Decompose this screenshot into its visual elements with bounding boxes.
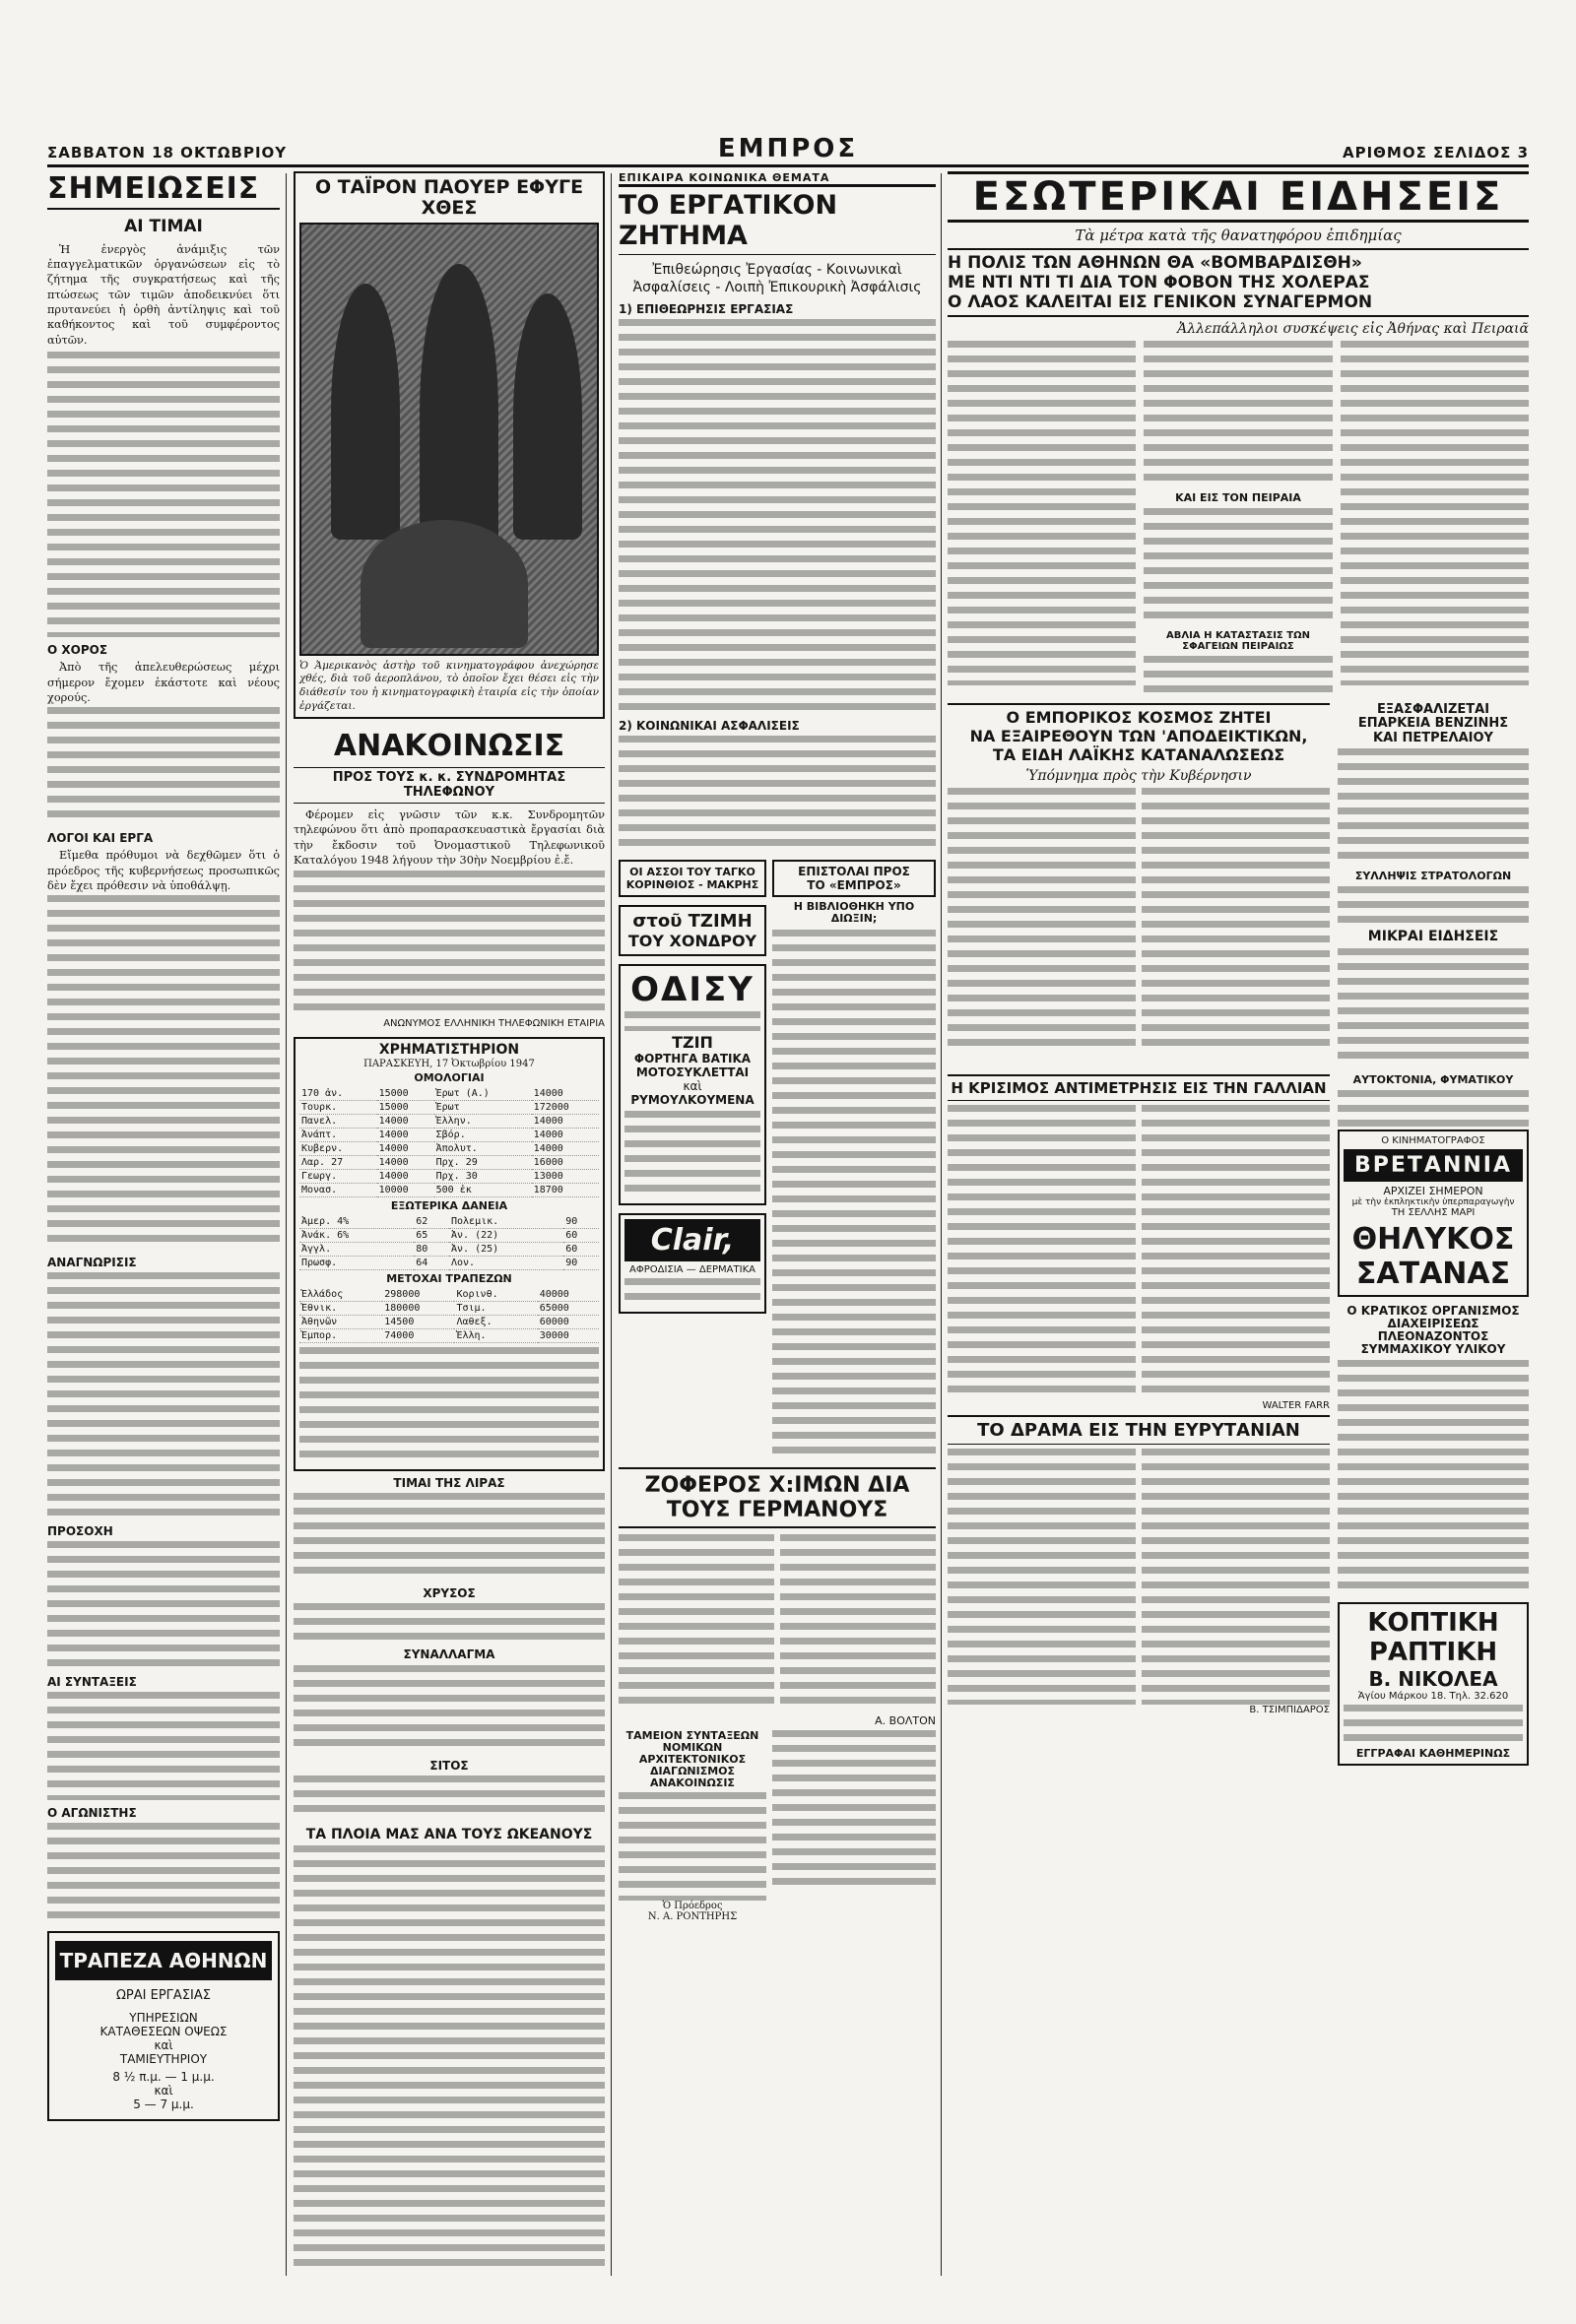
text-block xyxy=(47,1823,280,1921)
text-block xyxy=(624,1111,760,1199)
table-cell: Ἐλλην. xyxy=(434,1114,532,1128)
note-body: Ἡ ἐνεργὸς ἀνάμιξις τῶν ἐπαγγελματικῶν ὀργανώσεων εἰς τὸ ζήτημα τῆς συγκρατήσεως καὶ τῆς πτώσεως τῶν τιμῶν ἀποδεικνύει ὅτι πρυτανεύει ἡ ὀρθὴ ἀντίληψις καὶ τοῦ καθήκοντος καὶ τοῦ συμφέροντος αὐτῶν. xyxy=(47,242,280,347)
ad-line: 8 ½ π.μ. — 1 μ.μ. xyxy=(112,2070,215,2085)
table-cell: 74000 xyxy=(382,1329,454,1343)
text-block xyxy=(294,1665,605,1754)
table-cell: Ἐθνικ. xyxy=(299,1302,382,1316)
labour-deck: Ἐπιθεώρησις Ἐργασίας - Κοινωνικαὶ Ἀσφαλίσεις - Λοιπὴ Ἐπικουρικὴ Ἀσφάλισις xyxy=(632,262,922,296)
exchange-date: ΠΑΡΑΣΚΕΥΗ, 17 Ὀκτωβρίου 1947 xyxy=(363,1058,535,1069)
trade-and-fuel xyxy=(948,703,1529,1066)
text-block xyxy=(294,871,605,1018)
column-center-left xyxy=(294,171,605,2279)
exchange-title: ΧΡΗΜΑΤΙΣΤΗΡΙΟΝ xyxy=(378,1042,520,1059)
table-cell: Λον. xyxy=(449,1256,563,1269)
table-cell: Ἀγγλ. xyxy=(299,1242,414,1256)
cinema-name: ΒΡΕΤΑΝΝΙΑ xyxy=(1344,1149,1523,1182)
table-row xyxy=(299,1316,599,1329)
table-cell: Ἀνάπτ. xyxy=(299,1128,377,1141)
table-cell: 14000 xyxy=(532,1114,599,1128)
note-heading: ΑΝΑΓΝΩΡΙΣΙΣ xyxy=(47,1256,137,1270)
labour-headline: ΤΟ ΕΡΓΑΤΙΚΟΝ ΖΗΤΗΜΑ xyxy=(619,184,936,255)
text-block xyxy=(619,1534,774,1711)
ad-title: Β. ΝΙΚΟΛΕΑ xyxy=(1368,1667,1498,1692)
article-subheading: 1) ΕΠΙΘΕΩΡΗΣΙΣ ΕΡΓΑΣΙΑΣ xyxy=(619,302,794,317)
table-row xyxy=(299,1242,599,1256)
ad-line: Ο ΚΙΝΗΜΑΤΟΓΡΑΦΟΣ xyxy=(1381,1134,1485,1146)
ad-line: ΤΑΜΙΕΥΤΗΡΙΟΥ xyxy=(119,2052,208,2067)
table-cell: Πρχ. 29 xyxy=(434,1155,532,1169)
crisis-signature: WALTER FARR xyxy=(1262,1400,1330,1412)
article-subheading: ΑΒΛΙΑ Η ΚΑΤΑΣΤΑΣΙΣ ΤΩΝ ΣΦΑΓΕΙΩΝ ΠΕΙΡΑΙΩΣ xyxy=(1166,630,1310,653)
table-cell: 64 xyxy=(414,1256,449,1269)
column-center-right xyxy=(619,171,936,2279)
announcement-body: Φέρομεν εἰς γνῶσιν τῶν κ.κ. Συνδρομητῶν τηλεφώνου ὅτι ἀπὸ προπαρασκευαστικὰ ἔργασίαι διὰ τὴν ἔκδοσιν τοῦ Ὀνομαστικοῦ Τηλεφωνικοῦ Καταλόγου 1948 λήγουν τὴν 30ὴν Νοεμβρίου ἐ.ἔ. xyxy=(294,807,605,868)
article-signature: Α. ΒΟΛΤΟΝ xyxy=(875,1713,936,1727)
text-block xyxy=(1142,788,1330,1054)
table-cell: Πανελ. xyxy=(299,1114,377,1128)
table-row xyxy=(299,1329,599,1343)
text-block xyxy=(772,1730,936,1888)
notice-signature: Ν. Α. ΡΟΝΤΗΡΗΣ xyxy=(647,1911,738,1923)
exchange-section: ΜΕΤΟΧΑΙ ΤΡΑΠΕΖΩΝ xyxy=(386,1271,512,1285)
ad-line: 5 — 7 μ.μ. xyxy=(133,2098,194,2112)
table-cell: 15000 xyxy=(377,1087,434,1101)
table-cell: 18700 xyxy=(532,1183,599,1196)
trade-body xyxy=(948,788,1330,1054)
text-block xyxy=(948,341,1136,685)
table-cell: 15000 xyxy=(377,1100,434,1114)
trade-headline: ΝΑ ΕΞΑΙΡΕΘΟΥΝ ΤΩΝ 'ΑΠΟΔΕΙΚΤΙΚΩΝ, xyxy=(969,727,1308,746)
trade-article xyxy=(948,703,1330,1066)
notice-heading: ΤΑΜΕΙΟΝ ΣΥΝΤΑΞΕΩΝ ΝΟΜΙΚΩΝ xyxy=(625,1728,759,1754)
photo-figure xyxy=(513,293,582,540)
text-block xyxy=(948,1449,1136,1705)
cholera-article xyxy=(948,341,1529,695)
lower-section xyxy=(619,1730,936,1922)
film-title: ΣΑΤΑΝΑΣ xyxy=(1355,1256,1511,1291)
table-cell: Ἐλλη. xyxy=(454,1329,537,1343)
ad-line: ΑΡΧΙΖΕΙ ΣΗΜΕΡΟΝ xyxy=(1383,1184,1483,1197)
column-notes xyxy=(47,171,280,2279)
fuel-article xyxy=(1338,703,1529,1066)
table-row xyxy=(299,1256,599,1269)
ad-line: ΡΥΜΟΥΛΚΟΥΜΕΝΑ xyxy=(630,1093,755,1108)
drama-body xyxy=(948,1449,1330,1705)
text-block xyxy=(1144,508,1332,626)
table-cell: 60 xyxy=(563,1228,599,1242)
table-cell: Ἐμπορ. xyxy=(299,1329,382,1343)
table-cell: Ἀμερ. 4% xyxy=(299,1215,414,1229)
table-cell: 14000 xyxy=(377,1128,434,1141)
table-cell: Πρχ. 30 xyxy=(434,1169,532,1183)
table-cell: 65000 xyxy=(538,1302,599,1316)
table-cell: 172000 xyxy=(532,1100,599,1114)
suicide-heading: ΑΥΤΟΚΤΟΝΙΑ, ΦΥΜΑΤΙΚΟΥ xyxy=(1352,1073,1514,1087)
text-block xyxy=(294,1493,605,1582)
column-rule xyxy=(941,173,942,2276)
article-subheading: 2) ΚΟΙΝΩΝΙΚΑΙ ΑΣΦΑΛΙΣΕΙΣ xyxy=(619,719,800,734)
text-block xyxy=(1338,1360,1529,1596)
ad-line: ΜΟΤΟΣΥΚΛΕΤΤΑΙ xyxy=(635,1065,750,1080)
bank-advertisement xyxy=(47,1931,280,2121)
ad-line: ΩΡΑΙ ΕΡΓΑΣΙΑΣ xyxy=(116,1988,211,2004)
text-block xyxy=(47,1541,280,1669)
ad-line: ΦΟΡΤΗΓΑ ΒΑΤΙΚΑ xyxy=(633,1052,752,1066)
germans-article xyxy=(619,1534,936,1711)
stock-exchange xyxy=(294,1037,605,1471)
ad-line: ΟΙ ΑΣΣΟΙ ΤΟΥ ΤΑΓΚΟ xyxy=(629,866,755,879)
ads-stack xyxy=(619,860,766,1460)
clinic-advertisement xyxy=(619,1213,766,1314)
ad-line: ΤΟΥ ΧΟΝΔΡΟΥ xyxy=(627,932,757,951)
photo-figure xyxy=(331,284,400,540)
table-cell: Κυβερν. xyxy=(299,1141,377,1155)
text-block xyxy=(624,1011,760,1031)
ad-title: ΚΟΠΤΙΚΗ xyxy=(1367,1608,1499,1639)
table-cell: Ἑρωτ (Α.) xyxy=(434,1087,532,1101)
ad-line: στοῦ ΤΖΙΜΗ xyxy=(632,911,753,933)
text-block xyxy=(619,1792,766,1901)
table-row xyxy=(299,1128,599,1141)
text-block xyxy=(1142,1105,1330,1400)
photo-caption: Ὁ Ἀμερικανὸς ἀστὴρ τοῦ κινηματογράφου ἀνεχώρησε χθές, διὰ τοῦ ἀεροπλάνου, τὸ ὁποῖον ἔχει θέσει εἰς τὴν διάθεσίν του ἡ κινηματογραφικὴ ἑταιρία εἰς τὴν ὁποίαν ἐργάζεται. xyxy=(299,659,599,712)
exchange-section: ΧΡΥΣΟΣ xyxy=(423,1586,476,1601)
text-block xyxy=(294,1603,605,1643)
masthead xyxy=(47,134,1529,167)
text-block xyxy=(299,1347,599,1465)
domestic-section-title: ΕΣΩΤΕΡΙΚΑΙ ΕΙΔΗΣΕΙΣ xyxy=(948,171,1529,223)
table-cell: 90 xyxy=(563,1256,599,1269)
ad-line: καὶ xyxy=(683,1079,702,1094)
note-heading: ΛΟΓΟΙ ΚΑΙ ΕΡΓΑ xyxy=(47,831,154,846)
letters-title: ΕΠΙΣΤΟΛΑΙ ΠΡΟΣ xyxy=(798,865,910,879)
ad-line: καὶ xyxy=(154,2038,173,2053)
table-cell: 14000 xyxy=(377,1114,434,1128)
table-cell: 13000 xyxy=(532,1169,599,1183)
column-domestic-news xyxy=(948,171,1529,2279)
ad-line: ΥΠΗΡΕΣΙΩΝ xyxy=(129,2011,198,2026)
ad-line: ΕΓΓΡΑΦΑΙ ΚΑΘΗΜΕΡΙΝΩΣ xyxy=(1355,1747,1511,1761)
trade-deck: Ὑπόμνημα πρὸς τὴν Κυβέρνησιν xyxy=(1025,768,1252,785)
text-block xyxy=(1338,748,1529,867)
table-cell: 60000 xyxy=(538,1316,599,1329)
issue-date: ΣΑΒΒΑΤΟΝ 18 ΟΚΤΩΒΡΙΟΥ xyxy=(47,144,288,161)
notaries-notice xyxy=(619,1730,766,1922)
table-row xyxy=(299,1288,599,1302)
note-body: Ἀπὸ τῆς ἀπελευθερώσεως μέχρι σήμερον ἔχομεν ἑκάστοτε καὶ νέους χορούς. xyxy=(47,661,280,704)
cholera-deck: Ἀλλεπάλληλοι συσκέψεις εἰς Ἀθήνας καὶ Πειραιᾶ xyxy=(1177,321,1529,337)
table-cell: 60 xyxy=(563,1242,599,1256)
note-heading: ΠΡΟΣΟΧΗ xyxy=(47,1524,113,1539)
note-heading: ΑΙ ΣΥΝΤΑΞΕΙΣ xyxy=(47,1675,137,1690)
exchange-section: ΕΞΩΤΕΡΙΚΑ ΔΑΝΕΙΑ xyxy=(390,1198,508,1212)
table-cell: 180000 xyxy=(382,1302,454,1316)
table-cell: Ἀν. (22) xyxy=(449,1228,563,1242)
table-cell: 30000 xyxy=(538,1329,599,1343)
bank-shares-table xyxy=(299,1288,599,1343)
table-cell: Γεωργ. xyxy=(299,1169,377,1183)
text-block xyxy=(772,930,936,1461)
table-cell: Ἀν. (25) xyxy=(449,1242,563,1256)
photo-figure xyxy=(361,520,528,648)
article-subheading: ΚΑΙ ΕΙΣ ΤΟΝ ΠΕΙΡΑΙΑ xyxy=(1175,491,1301,504)
table-cell: 40000 xyxy=(538,1288,599,1302)
letter-heading: Η ΒΙΒΛΙΟΘΗΚΗ ΥΠΟ ΔΙΩΞΙΝ; xyxy=(793,900,915,926)
table-row xyxy=(299,1183,599,1196)
lower-side xyxy=(1338,1074,1529,1774)
text-block xyxy=(619,319,936,713)
ads-and-letters xyxy=(619,860,936,1460)
table-cell: Πρωσφ. xyxy=(299,1256,414,1269)
text-block xyxy=(294,1845,605,2269)
text-block xyxy=(1338,1090,1529,1130)
notice-heading: ΑΝΑΚΟΙΝΩΣΙΣ xyxy=(650,1775,735,1789)
paper-name: ΕΜΠΡΟΣ xyxy=(717,134,859,163)
table-cell: 14000 xyxy=(532,1141,599,1155)
table-cell: 90 xyxy=(563,1215,599,1229)
fuel-headline: ΕΠΑΡΚΕΙΑ ΒΕΝΖΙΝΗΣ xyxy=(1357,716,1509,732)
table-row xyxy=(299,1141,599,1155)
press-photo xyxy=(299,223,599,656)
table-row xyxy=(299,1215,599,1229)
drama-signature: Β. ΤΣΙΜΠΙΔΑΡΟΣ xyxy=(1249,1705,1330,1716)
exchange-section: ΟΜΟΛΟΓΙΑΙ xyxy=(414,1070,485,1084)
table-row xyxy=(299,1155,599,1169)
announcement-title: ΑΝΑΚΟΙΝΩΣΙΣ xyxy=(333,729,565,764)
text-block xyxy=(619,736,936,854)
table-cell: Ἀνάκ. 6% xyxy=(299,1228,414,1242)
tailor-advertisement xyxy=(1338,1602,1529,1766)
ad-logo: Clair, xyxy=(624,1219,760,1261)
drama-headline: ΤΟ ΔΡΑΜΑ ΕΙΣ ΤΗΝ ΕΥΡΥΤΑΝΙΑΝ xyxy=(948,1415,1330,1445)
exchange-section: ΤΙΜΑΙ ΤΗΣ ΛΙΡΑΣ xyxy=(393,1476,505,1491)
page-number: ΑΡΙΘΜΟΣ ΣΕΛΙΔΟΣ 3 xyxy=(1342,144,1529,161)
text-block xyxy=(948,788,1136,1054)
surplus-heading: Ο ΚΡΑΤΙΚΟΣ ΟΡΓΑΝΙΣΜΟΣ ΔΙΑΧΕΙΡΙΣΕΩΣ ΠΛΕΟΝΑΖΟΝΤΟΣ ΣΥΜΜΑΧΙΚΟΥ ΥΛΙΚΟΥ xyxy=(1346,1303,1520,1357)
section-title: ΣΗΜΕΙΩΣΕΙΣ xyxy=(47,171,280,210)
bond-table xyxy=(299,1087,599,1197)
announcement-subtitle: ΠΡΟΣ ΤΟΥΣ κ. κ. ΣΥΝΔΡΟΜΗΤΑΣ ΤΗΛΕΦΩΝΟΥ xyxy=(294,767,605,804)
table-row xyxy=(299,1228,599,1242)
text-block xyxy=(47,707,280,825)
text-block xyxy=(47,1692,280,1800)
table-cell: 16000 xyxy=(532,1155,599,1169)
arrest-heading: ΣΥΛΛΗΨΙΣ ΣΤΡΑΤΟΛΟΓΩΝ xyxy=(1354,869,1512,882)
letters-header xyxy=(772,860,936,897)
photo-story xyxy=(294,171,605,719)
table-cell: Σβόρ. xyxy=(434,1128,532,1141)
table-cell: 14000 xyxy=(377,1141,434,1155)
letters-section xyxy=(772,860,936,1460)
table-cell: 14000 xyxy=(377,1169,434,1183)
cholera-headline: Η ΠΟΛΙΣ ΤΩΝ ΑΘΗΝΩΝ ΘΑ «ΒΟΜΒΑΡΔΙΣΘΗ» xyxy=(948,248,1529,273)
table-cell: Κορινθ. xyxy=(454,1288,537,1302)
note-heading: Ο ΑΓΩΝΙΣΤΗΣ xyxy=(47,1806,137,1821)
column-rule xyxy=(611,173,612,2276)
foreign-loans-table xyxy=(299,1215,599,1270)
text-block xyxy=(1341,341,1529,685)
text-block xyxy=(47,352,280,637)
crisis-body xyxy=(948,1105,1330,1400)
table-cell: 14000 xyxy=(532,1087,599,1101)
table-cell: 298000 xyxy=(382,1288,454,1302)
table-cell: 14000 xyxy=(377,1155,434,1169)
text-block xyxy=(624,1278,760,1308)
note-heading: Ο ΧΟΡΟΣ xyxy=(47,643,108,658)
table-cell: Τσιμ. xyxy=(454,1302,537,1316)
cholera-headline: Ο ΛΑΟΣ ΚΑΛΕΙΤΑΙ ΕΙΣ ΓΕΝΙΚΟΝ ΣΥΝΑΓΕΡΜΟΝ xyxy=(948,292,1529,317)
kicker: ΕΠΙΚΑΙΡΑ ΚΟΙΝΩΝΙΚΑ ΘΕΜΑΤΑ xyxy=(619,171,830,184)
news-heading: ΜΙΚΡΑΙ ΕΙΔΗΣΕΙΣ xyxy=(1367,929,1499,945)
text-block xyxy=(1142,1449,1330,1705)
text-block xyxy=(47,895,280,1250)
table-cell: 10000 xyxy=(377,1183,434,1196)
fuel-headline: ΚΑΙ ΠΕΤΡΕΛΑΙΟΥ xyxy=(1373,730,1493,745)
cinema-advertisement xyxy=(1338,1130,1529,1297)
text-block xyxy=(1144,341,1332,488)
table-row xyxy=(299,1169,599,1183)
table-row xyxy=(299,1114,599,1128)
ad-line: ΤΖΙΠ xyxy=(672,1033,713,1053)
ad-line: ΚΟΡΙΝΘΙΟΣ - ΜΑΚΡΗΣ xyxy=(625,878,759,892)
table-cell: Πολεμικ. xyxy=(449,1215,563,1229)
cholera-headline: ΜΕ ΝΤΙ ΝΤΙ ΤΙ ΔΙΑ ΤΟΝ ΦΟΒΟΝ ΤΗΣ ΧΟΛΕΡΑΣ xyxy=(948,273,1370,292)
notice-heading: ΑΡΧΙΤΕΚΤΟΝΙΚΟΣ ΔΙΑΓΩΝΙΣΜΟΣ xyxy=(638,1752,747,1777)
ad-line: καὶ xyxy=(154,2084,173,2098)
table-cell: Ἀπολυτ. xyxy=(434,1141,532,1155)
table-cell: Ἑλλάδος xyxy=(299,1288,382,1302)
text-block xyxy=(1344,1705,1523,1744)
announcement-signature: ΑΝΩΝΥΜΟΣ ΕΛΛΗΝΙΚΗ ΤΗΛΕΦΩΝΙΚΗ ΕΤΑΙΡΙΑ xyxy=(383,1018,605,1030)
lower-domestic xyxy=(948,1074,1529,1774)
letters-title: ΤΟ «ΕΜΠΡΟΣ» xyxy=(807,878,901,893)
exchange-section: ΣΥΝΑΛΛΑΓΜΑ xyxy=(403,1647,495,1662)
table-cell: 170 ἀν. xyxy=(299,1087,377,1101)
table-cell: 14000 xyxy=(532,1128,599,1141)
table-cell: Μονασ. xyxy=(299,1183,377,1196)
column-rule xyxy=(286,173,287,2276)
table-row xyxy=(299,1087,599,1101)
text-block xyxy=(1338,886,1529,926)
text-block xyxy=(294,1775,605,1820)
table-cell: 500 ἐκ xyxy=(434,1183,532,1196)
text-block xyxy=(1144,656,1332,695)
note-body: Εἴμεθα πρόθυμοι νὰ δεχθῶμεν ὅτι ὁ πρόεδρος τῆς κυβερνήσεως προσωπικῶς δὲν ἔχει πρόθεσιν νὰ ὑποθάλψῃ. xyxy=(47,849,280,892)
trade-headline: Ο ΕΜΠΟΡΙΚΟΣ ΚΟΣΜΟΣ ΖΗΤΕΙ xyxy=(948,703,1330,727)
tavern-advertisement xyxy=(619,905,766,956)
tango-advertisement xyxy=(619,860,766,897)
table-cell: Ἑρωτ xyxy=(434,1100,532,1114)
table-cell: Λαθεξ. xyxy=(454,1316,537,1329)
table-cell: 80 xyxy=(414,1242,449,1256)
cholera-column xyxy=(1144,341,1332,695)
ad-title: ΡΑΠΤΙΚΗ xyxy=(1368,1638,1498,1668)
germans-headline: ΖΟΦΕΡΟΣ Χ:ΙΜΩΝ ΔΙΑ ΤΟΥΣ ΓΕΡΜΑΝΟΥΣ xyxy=(619,1467,936,1528)
ships-heading: ΤΑ ΠΛΟΙΑ ΜΑΣ ΑΝΑ ΤΟΥΣ ΩΚΕΑΝΟΥΣ xyxy=(305,1826,593,1842)
crisis-headline: Η ΚΡΙΣΙΜΟΣ ΑΝΤΙΜΕΤΡΗΣΙΣ ΕΙΣ ΤΗΝ ΓΑΛΛΙΑΝ xyxy=(948,1074,1330,1101)
trade-headline: ΤΑ ΕΙΔΗ ΛΑΪΚΗΣ ΚΑΤΑΝΑΛΩΣΕΩΣ xyxy=(992,745,1285,765)
text-block xyxy=(1338,948,1529,1066)
ad-line: ΚΑΤΑΘΕΣΕΩΝ ΟΨΕΩΣ xyxy=(99,2025,228,2039)
text-block xyxy=(47,1272,280,1518)
note-heading: ΑΙ ΤΙΜΑΙ xyxy=(124,217,203,236)
bank-name: ΤΡΑΠΕΖΑ ΑΘΗΝΩΝ xyxy=(55,1941,272,1980)
vehicles-advertisement xyxy=(619,964,766,1205)
table-cell: 14500 xyxy=(382,1316,454,1329)
domestic-deck: Τὰ μέτρα κατὰ τῆς θανατηφόρου ἐπιδημίας xyxy=(1075,226,1402,244)
table-row xyxy=(299,1100,599,1114)
photo-headline: Ο ΤΑΪΡΟΝ ΠΑΟΥΕΡ ΕΦΥΓΕ ΧΘΕΣ xyxy=(314,176,584,219)
lower-main xyxy=(948,1074,1330,1774)
text-block xyxy=(948,1105,1136,1400)
film-title: ΘΗΛΥΚΟΣ xyxy=(1351,1221,1515,1257)
ad-line: Ἁγίου Μάρκου 18. Τηλ. 32.620 xyxy=(1357,1691,1509,1703)
notice-signature: Ὁ Πρόεδρος xyxy=(662,1901,723,1912)
table-cell: 62 xyxy=(414,1215,449,1229)
photo-figure xyxy=(420,264,498,559)
table-cell: Ἀθηνῶν xyxy=(299,1316,382,1329)
ad-line: ΑΦΡΟΔΙΣΙΑ — ΔΕΡΜΑΤΙΚΑ xyxy=(629,1264,755,1276)
table-row xyxy=(299,1302,599,1316)
text-block xyxy=(780,1534,936,1711)
exchange-section: ΣΙΤΟΣ xyxy=(429,1758,469,1773)
ad-line: μὲ τὴν ἐκπληκτικὴν ὑπερπαραγωγὴν xyxy=(1351,1196,1515,1207)
table-cell: Λαρ. 27 xyxy=(299,1155,377,1169)
fuel-headline: ΕΞΑΣΦΑΛΙΖΕΤΑΙ xyxy=(1376,702,1490,718)
table-cell: Τουρκ. xyxy=(299,1100,377,1114)
ad-line: ΟΔΙΣΥ xyxy=(630,970,755,1010)
table-cell: 65 xyxy=(414,1228,449,1242)
ad-line: ΤΗ ΣΕΛΛΗΣ ΜΑΡΙ xyxy=(1391,1206,1476,1218)
